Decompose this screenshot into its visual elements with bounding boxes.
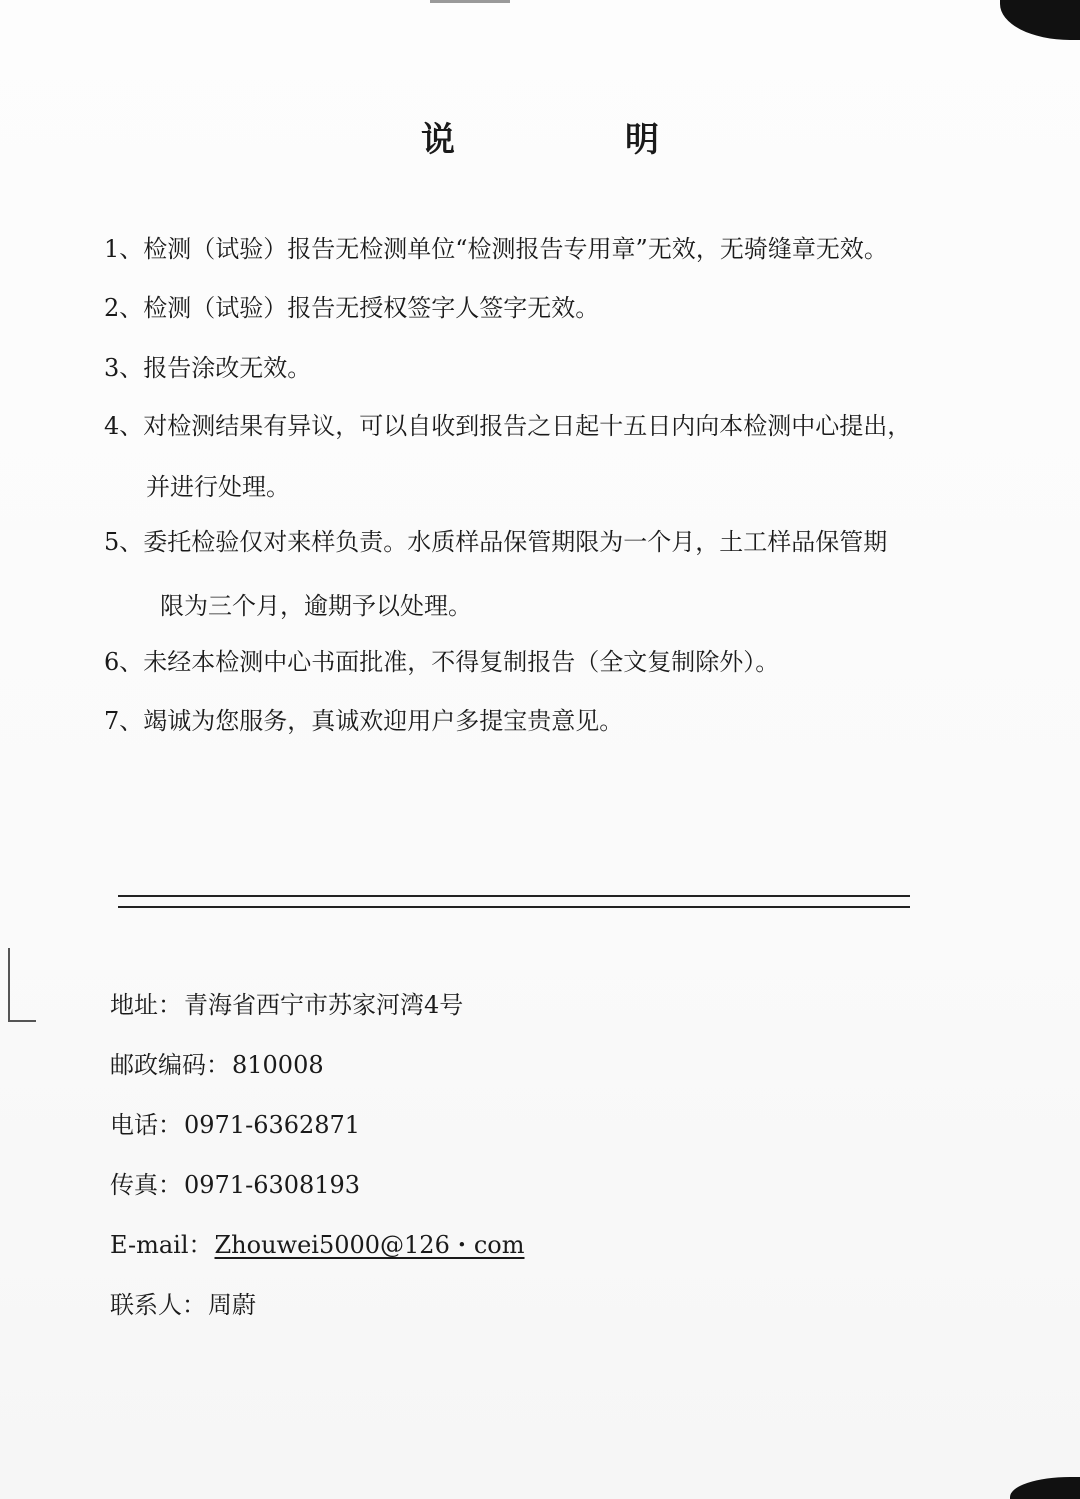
notice-item-2 <box>104 293 599 323</box>
item-text: 检测（试验）报告无检测单位“检测报告专用章”无效，无骑缝章无效。 <box>143 235 888 263</box>
divider-line-top <box>118 895 910 897</box>
item-number: 7、 <box>104 707 144 735</box>
notice-item-5-continuation: 限为三个月，逾期予以处理。 <box>160 592 472 620</box>
person-label: 联系人： <box>110 1291 206 1319</box>
scan-artifact-corner-bottom-right <box>1010 1477 1080 1499</box>
contact-email <box>110 1230 525 1260</box>
contact-person <box>110 1290 256 1320</box>
address-value: 青海省西宁市苏家河湾4号 <box>184 991 464 1019</box>
email-link[interactable]: Zhouwei5000@126・com <box>214 1231 525 1259</box>
item-number: 6、 <box>104 648 144 676</box>
contact-fax <box>110 1170 360 1200</box>
fax-label: 传真： <box>110 1171 182 1199</box>
scan-artifact-corner-top-right <box>1000 0 1080 40</box>
contact-phone <box>110 1110 360 1140</box>
person-value: 周蔚 <box>208 1291 256 1319</box>
notice-item-4 <box>104 411 911 441</box>
item-number: 3、 <box>104 354 144 382</box>
scan-artifact-left-mark <box>8 948 36 1022</box>
phone-label: 电话： <box>110 1111 182 1139</box>
address-label: 地址： <box>110 991 182 1019</box>
notice-item-4-continuation: 并进行处理。 <box>146 473 290 501</box>
item-text: 委托检验仅对来样负责。水质样品保管期限为一个月，土工样品保管期 <box>143 528 888 556</box>
item-text: 报告涂改无效。 <box>143 354 312 382</box>
postcode-value: 810008 <box>232 1051 324 1079</box>
item-number: 4、 <box>104 412 144 440</box>
item-number: 2、 <box>104 294 144 322</box>
notice-item-6 <box>104 647 779 677</box>
item-number: 5、 <box>104 528 144 556</box>
phone-value: 0971-6362871 <box>184 1111 361 1139</box>
notice-item-1 <box>104 234 888 264</box>
item-text: 对检测结果有异议，可以自收到报告之日起十五日内向本检测中心提出， <box>143 412 912 440</box>
contact-postcode <box>110 1050 324 1080</box>
notice-item-3 <box>104 353 311 383</box>
fax-value: 0971-6308193 <box>184 1171 361 1199</box>
notice-item-5 <box>104 527 887 557</box>
item-text: 检测（试验）报告无授权签字人签字无效。 <box>143 294 600 322</box>
email-label: E-mail： <box>110 1231 213 1259</box>
page-title: 说 明 <box>421 120 727 160</box>
contact-address <box>110 990 463 1020</box>
postcode-label: 邮政编码： <box>110 1051 230 1079</box>
notice-item-7 <box>104 706 623 736</box>
item-text: 竭诚为您服务，真诚欢迎用户多提宝贵意见。 <box>143 707 624 735</box>
item-text: 未经本检测中心书面批准，不得复制报告（全文复制除外）。 <box>143 648 780 676</box>
divider-line-bottom <box>118 906 910 908</box>
scan-artifact-top <box>430 0 510 3</box>
item-number: 1、 <box>104 235 144 263</box>
